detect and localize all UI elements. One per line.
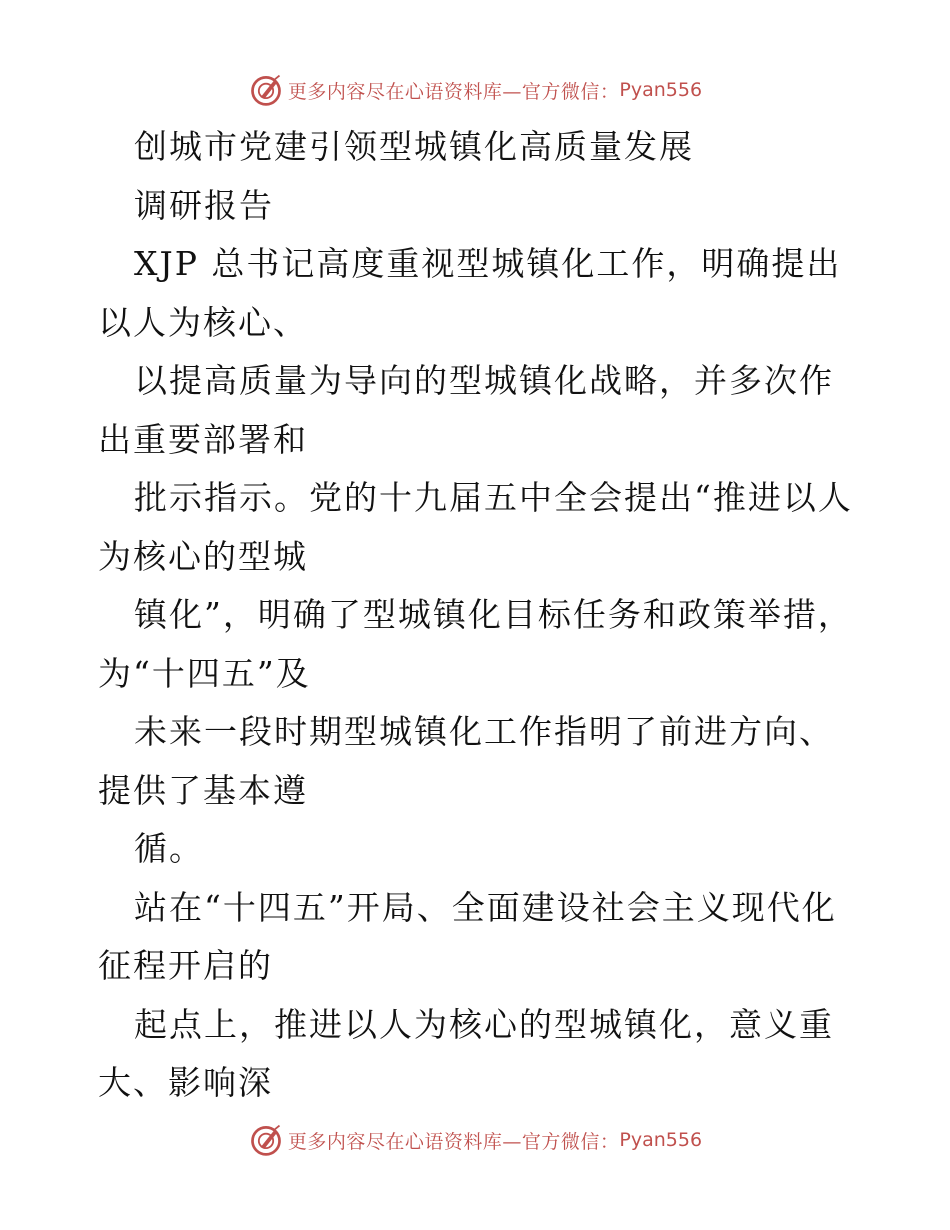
body-paragraph: 镇化”，明确了型城镇化目标任务和政策举措，为“十四五”及 [98, 595, 853, 693]
body-paragraph: XJP 总书记高度重视型城镇化工作，明确提出以人为核心、 [98, 244, 842, 342]
body-paragraph: 以提高质量为导向的型城镇化战略，并多次作出重要部署和 [98, 361, 834, 459]
pen-logo-icon [248, 1122, 284, 1158]
document-subtitle: 调研报告 [134, 185, 274, 225]
document-body [98, 118, 858, 1113]
header-banner-id: Pyan556 [619, 79, 703, 101]
document-title: 创城市党建引领型城镇化高质量发展 [134, 127, 694, 166]
pen-logo-icon [248, 72, 284, 108]
footer-watermark-banner [0, 1120, 950, 1160]
footer-banner-text: 更多内容尽在心语资料库—官方微信： [287, 1130, 620, 1153]
header-banner-text: 更多内容尽在心语资料库—官方微信： [287, 80, 620, 103]
body-paragraph: 批示指示。党的十九届五中全会提出“推进以人为核心的型城 [98, 478, 853, 576]
header-watermark-banner [0, 70, 950, 110]
body-paragraph: 未来一段时期型城镇化工作指明了前进方向、提供了基本遵 [98, 712, 834, 810]
body-paragraph: 站在“十四五”开局、全面建设社会主义现代化征程开启的 [98, 887, 837, 985]
footer-banner-id: Pyan556 [619, 1129, 703, 1151]
body-paragraph: 循。 [134, 829, 204, 868]
body-paragraph: 起点上，推进以人为核心的型城镇化，意义重大、影响深 [98, 1004, 834, 1102]
